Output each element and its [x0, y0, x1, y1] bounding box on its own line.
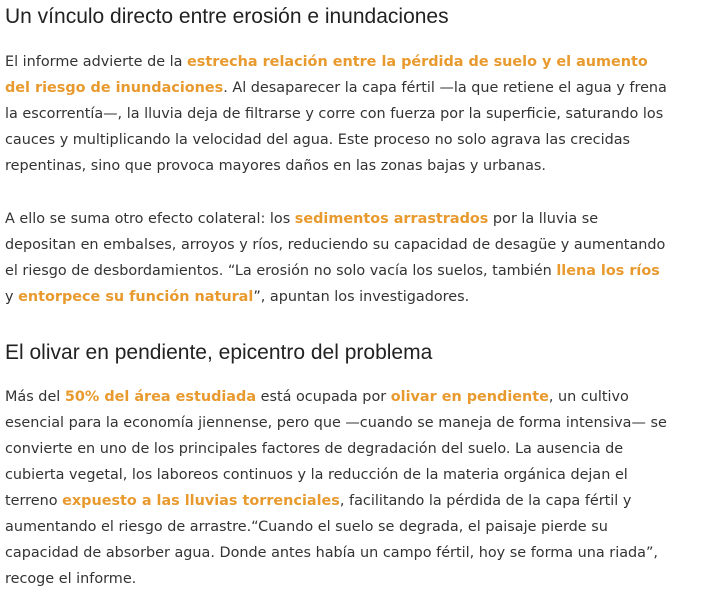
highlight-text: olivar en pendiente: [390, 389, 549, 405]
paragraph-line: la escorrentía—, la lluvia deja de filtrarse y corre con fuerza por la superficie, saturando los: [5, 106, 664, 122]
text-span: está ocupada por: [256, 389, 391, 405]
paragraph-line: depositan en embalses, arroyos y ríos, reduciendo su capacidad de desagüe y aumentando: [5, 237, 666, 253]
paragraph-line: cauces y multiplicando la velocidad del agua. Este proceso no solo agrava las crecidas: [5, 132, 631, 148]
text-span: , facilitando la pérdida de la capa fértil y: [339, 493, 632, 509]
paragraph-line: repentinas, sino que provoca mayores daños en las zonas bajas y urbanas.: [5, 158, 547, 174]
highlight-text: llena los ríos: [556, 263, 660, 279]
paragraph-olive-slopes: [0, 384, 705, 592]
highlight-text: entorpece su función natural: [18, 289, 254, 305]
text-span: El informe advierte de la: [5, 54, 188, 70]
paragraph-erosion-floods: [0, 49, 705, 179]
highlight-text: 50% del área estudiada: [64, 389, 257, 405]
paragraph-line: [0, 75, 705, 101]
paragraph-line: [0, 258, 705, 284]
highlight-text: del riesgo de inundaciones: [5, 80, 224, 96]
section-heading-olive-slopes: El olivar en pendiente, epicentro del problema: [5, 341, 433, 364]
text-span: y: [5, 289, 19, 305]
highlight-text: sedimentos arrastrados: [294, 211, 489, 227]
paragraph-line: [0, 49, 705, 75]
paragraph-line: cubierta vegetal, los laboreos continuos y la reducción de la materia orgánica dejan el: [5, 467, 628, 483]
paragraph-line: [0, 488, 705, 514]
paragraph-line: aumentando el riesgo de arrastre.“Cuando el suelo se degrada, el paisaje pierde su: [5, 519, 608, 535]
text-span: . Al desaparecer la capa fértil —la que retiene el agua y frena: [223, 80, 667, 96]
paragraph-line: convierte en uno de los principales factores de degradación del suelo. La ausencia de: [5, 441, 624, 457]
paragraph-line: [0, 206, 705, 232]
text-span: por la lluvia se: [488, 211, 599, 227]
text-span: Más del: [5, 389, 65, 405]
paragraph-line: capacidad de absorber agua. Donde antes había un campo fértil, hoy se forma una riada”,: [5, 545, 658, 561]
text-span: el riesgo de desbordamientos. “La erosión no solo vacía los suelos, también: [5, 263, 557, 279]
text-span: , un cultivo: [548, 389, 629, 405]
highlight-text: expuesto a las lluvias torrenciales: [62, 493, 340, 509]
section-heading-erosion-floods: Un vínculo directo entre erosión e inundaciones: [5, 5, 449, 28]
text-span: terreno: [5, 493, 63, 509]
highlight-text: estrecha relación entre la pérdida de suelo y el aumento: [187, 54, 648, 70]
text-span: ”, apuntan los investigadores.: [253, 289, 470, 305]
paragraph-sediments: [0, 206, 705, 310]
paragraph-line: esencial para la economía jiennense, pero que —cuando se maneja de forma intensiva— se: [5, 415, 667, 431]
paragraph-line: [0, 284, 705, 310]
paragraph-line: [0, 384, 705, 410]
text-span: A ello se suma otro efecto colateral: los: [5, 211, 295, 227]
paragraph-line: recoge el informe.: [5, 571, 137, 587]
